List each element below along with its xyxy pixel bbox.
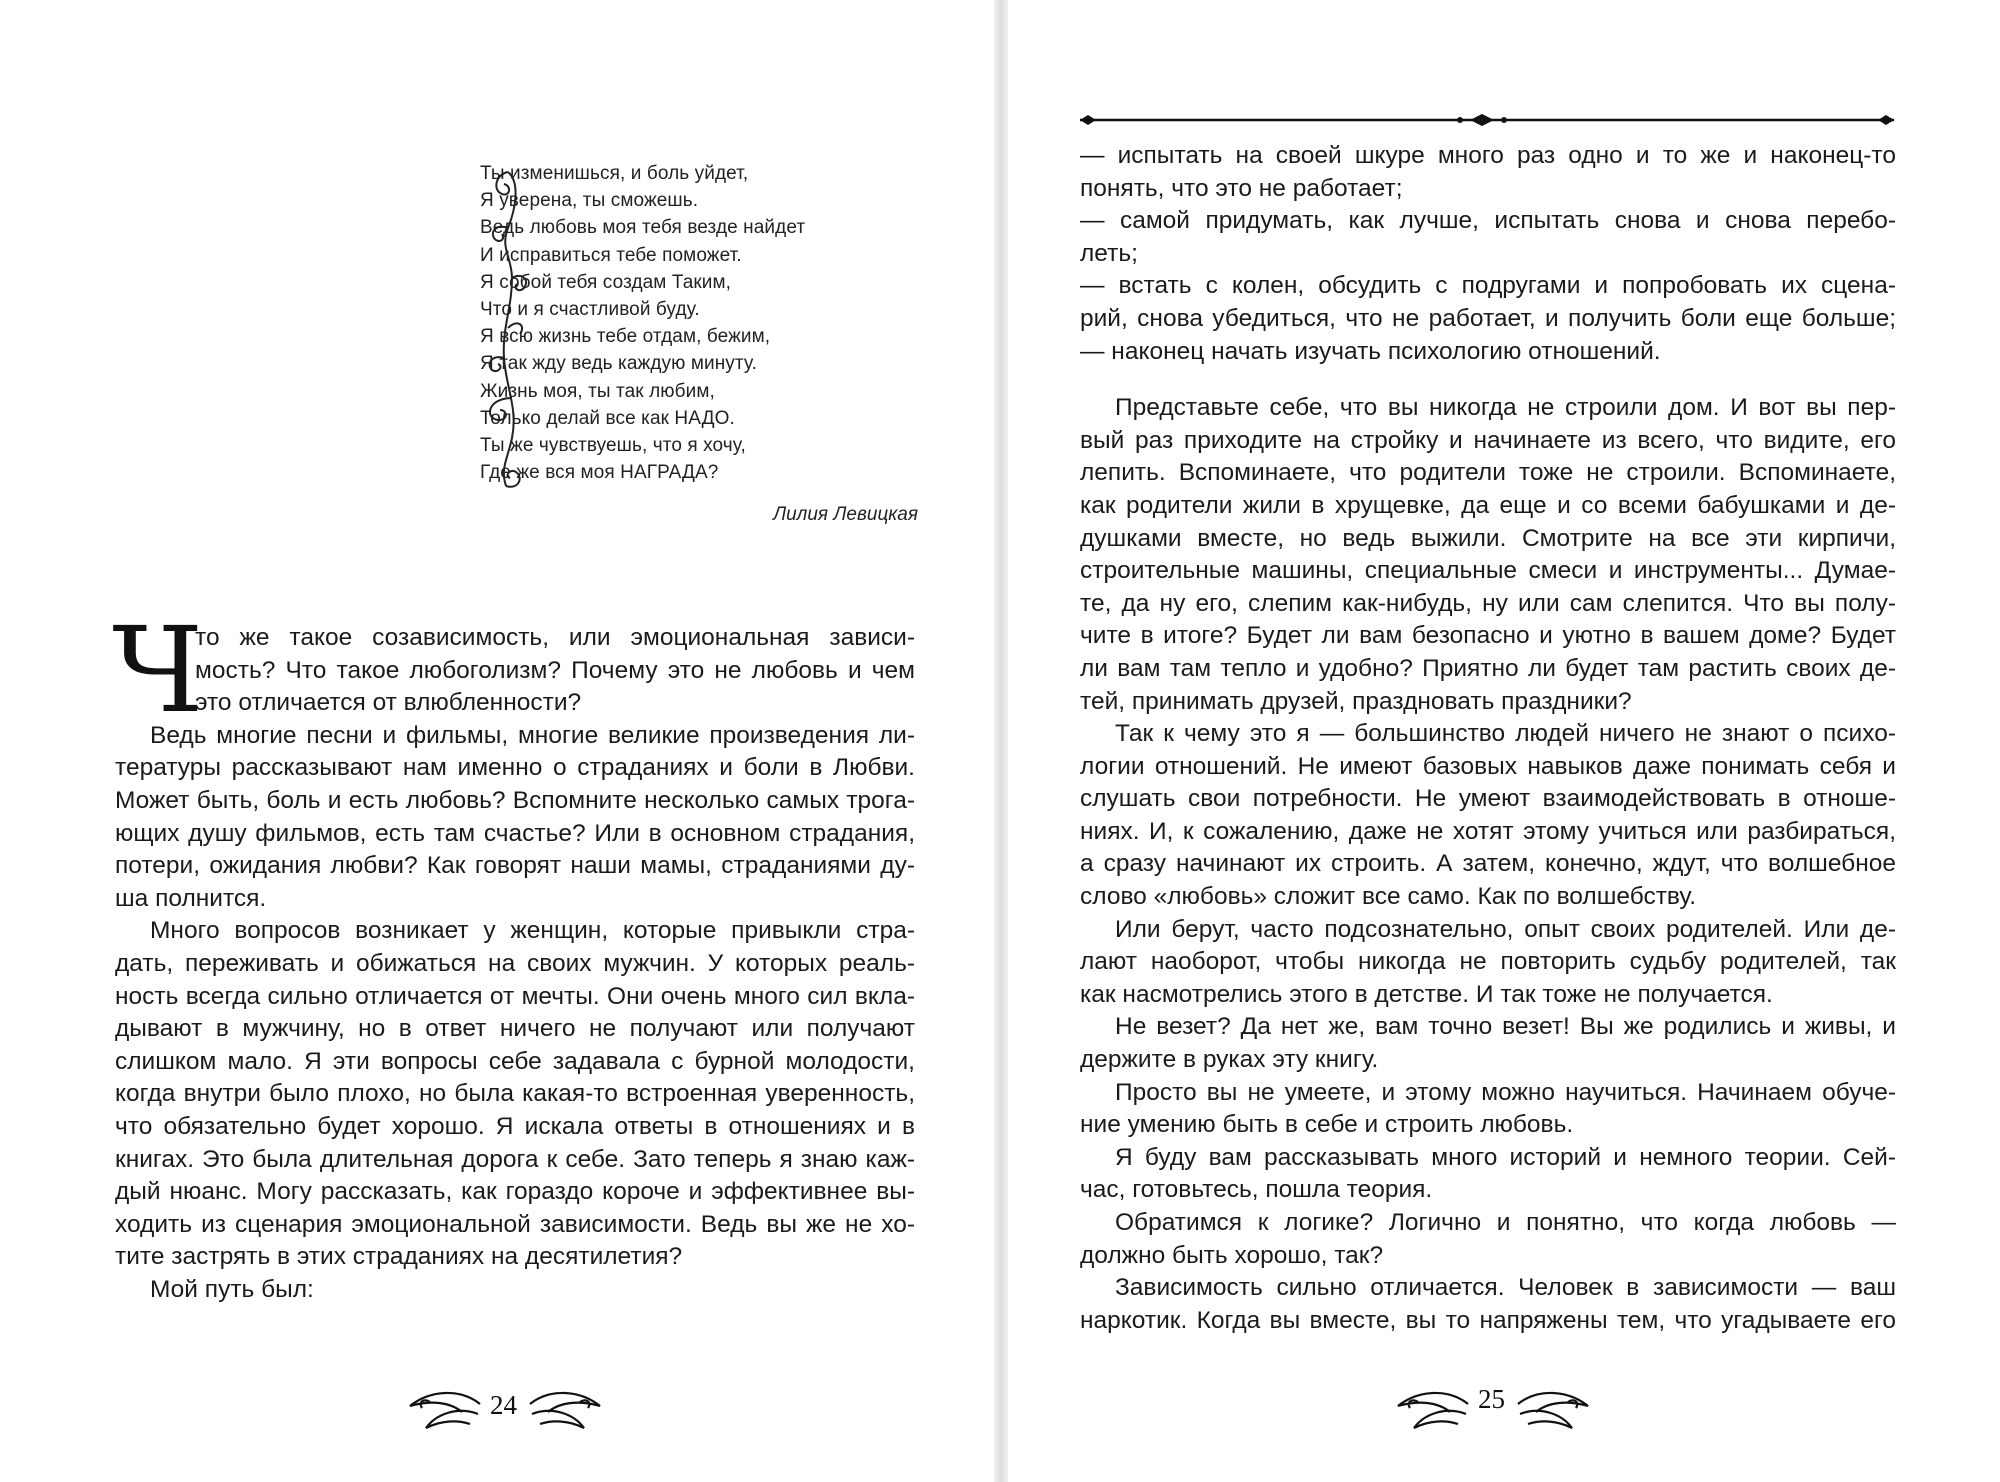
epigraph [480,160,940,525]
text-line: понять, что это не работает; [1080,174,1403,202]
page-number: 25 [1478,1384,1505,1414]
text-line: час, готовьтесь, пошла теория. [1080,1176,1433,1204]
text-line: как родители жили в хрущевке, да еще и со всеми бабушками и де- [1080,491,1896,519]
text-line: Просто вы не умеете, и этому можно научиться. Начинаем обуче- [1115,1078,1896,1106]
text-line: мость? Что такое любоголизм? Почему это не любовь и чем [195,656,915,684]
poem-line: Ты изменишься, и боль уйдет, [480,163,749,184]
epigraph-author: Лилия Левицкая [773,504,918,525]
poem-line: Ведь любовь моя тебя везде найдет [480,217,806,239]
text-line: а сразу начинают их строить. А затем, конечно, ждут, что волшебное [1080,850,1896,878]
text-line: ша полнится. [115,884,267,912]
text-line: вый раз приходите на стройку и начинаете из всего, что видите, его [1080,426,1896,454]
poem-line: Я собой тебя создам Таким, [480,271,732,293]
text-line: как насмотрелись этого в детстве. И так тоже не получается. [1080,980,1773,1008]
poem-line: Только делай все как НАДО. [480,407,735,429]
text-line: должно быть хорошо, так? [1080,1241,1384,1269]
text-line: тей, принимать друзей, праздновать праздники? [1080,687,1632,715]
text-line: Обратимся к логике? Логично и понятно, что когда любовь — [1115,1209,1896,1236]
text-line: ходить из сценария эмоциональной зависимости. Ведь вы же не хо- [115,1210,915,1238]
text-line: тературы рассказывают нам именно о страданиях и боли в Любви. [115,754,915,782]
paragraph-gap [1080,368,1896,392]
text-line: ющих душу фильмов, есть там счастье? Или в основном страдания, [115,819,915,847]
text-line: ность всегда сильно отличается от мечты. Они очень много сил вкла- [115,982,915,1010]
text-line: — наконец начать изучать психологию отношений. [1080,337,1661,365]
text-line: Или берут, часто подсознательно, опыт своих родителей. Или де- [1115,915,1896,943]
text-line: лепить. Вспоминаете, что родители тоже не строили. Вспоминаете, [1080,459,1896,487]
text-line: то же такое созависимость, или эмоциональная зависи- [195,624,915,651]
header-rule-ornament-icon [1080,112,1894,128]
text-line: Много вопросов возникает у женщин, которые привыкли стра- [150,917,915,945]
text-line: душками вместе, но ведь выжили. Смотрите на все эти кирпичи, [1080,524,1896,552]
text-line: ниях. И, к сожалению, даже не хотят этому учиться или разбираться, [1080,817,1896,845]
text-line: Может быть, боль и есть любовь? Вспомните несколько самых трога- [115,786,915,814]
text-line: это отличается от влюбленности? [195,689,582,717]
text-line: ние умению быть в себе и строить любовь. [1080,1111,1574,1139]
text-line: когда внутри было плохо, но была какая-то встроенная уверенность, [115,1080,915,1108]
left-page-body [115,622,915,1306]
text-line: дый нюанс. Могу рассказать, как гораздо короче и эффективнее вы- [115,1178,915,1206]
text-line: Представьте себе, что вы никогда не строили дом. И вот вы пер- [1115,394,1896,422]
book-gutter [994,0,1008,1482]
poem-line: Ты же чувствуешь, что я хочу, [480,435,746,457]
text-line: дать, переживать и обижаться на своих мужчин. У которых реаль- [115,949,915,977]
text-line: наркотик. Когда вы вместе, вы то напряжены тем, что угадываете его [1080,1306,1896,1334]
text-line: леть; [1080,239,1138,267]
text-line: Я буду вам рассказывать много историй и немного теории. Сей- [1115,1143,1896,1171]
text-line: — испытать на своей шкуре много раз одно и то же и наконец-то [1080,142,1896,169]
poem-line: Жизнь моя, ты так любим, [480,380,715,402]
text-line: потери, ожидания любви? Как говорят наши мамы, страданиями ду- [115,852,915,880]
text-line: держите в руках эту книгу. [1080,1046,1379,1074]
poem-line: Я всю жизнь тебе отдам, бежим, [480,326,771,348]
text-line: логии отношений. Не имеют базовых навыков даже понимать себя и [1080,752,1896,780]
text-line: — самой придумать, как лучше, испытать снова и снова перебо- [1080,207,1896,235]
text-line: Мой путь был: [150,1275,314,1303]
poem-line: Где же вся моя НАГРАДА? [480,462,719,484]
text-line: слово «любовь» сложит все само. Как по волшебству. [1080,883,1697,911]
text-line: что обязательно будет хорошо. Я искала ответы в отношениях и в [115,1112,915,1140]
text-line: Так к чему это я — большинство людей ничего не знают о психо- [1115,720,1896,748]
poem-line: Я уверена, ты сможешь. [480,190,699,212]
text-line: дывают в мужчину, но в ответ ничего не получают или получают [115,1015,915,1043]
text-line: строительные машины, специальные смеси и инструменты... Думае- [1080,557,1896,585]
text-line: ли вам там тепло и удобно? Приятно ли будет там растить своих де- [1080,654,1896,682]
text-line: тите застрять в этих страданиях на десятилетия? [115,1243,683,1271]
text-line: — встать с колен, обсудить с подругами и попробовать их сцена- [1080,272,1896,300]
text-line: рий, снова убедиться, что не работает, и получить боли еще больше; [1080,304,1896,332]
text-line: слушать свои потребности. Не умеют взаимодействовать в отноше- [1080,785,1896,813]
text-line: лают наоборот, чтобы никогда не повторить судьбу родителей, так [1080,948,1896,976]
poem-line: И исправиться тебе поможет. [480,244,742,266]
text-line: книгах. Это была длительная дорога к себе. Зато теперь я знаю каж- [115,1145,915,1173]
text-line: те, да ну его, слепим как-нибудь, ну или сам слепится. Что вы полу- [1080,589,1896,617]
text-line: слишком мало. Я эти вопросы себе задавала с бурной молодости, [115,1047,915,1075]
poem-line: Что и я счастливой буду. [480,299,700,321]
text-line: Зависимость сильно отличается. Человек в зависимости — ваш [1115,1274,1896,1302]
page-number: 24 [490,1390,517,1420]
right-page-body [1080,140,1896,1337]
text-line: Ведь многие песни и фильмы, многие великие произведения ли- [150,721,915,749]
poem-line: Я так жду ведь каждую минуту. [480,353,757,375]
drop-cap: Ч [112,601,204,739]
text-line: чите в итоге? Будет ли вам безопасно и уютно в вашем доме? Будет [1080,622,1896,650]
text-line: Не везет? Да нет же, вам точно везет! Вы же родились и живы, и [1115,1013,1896,1041]
